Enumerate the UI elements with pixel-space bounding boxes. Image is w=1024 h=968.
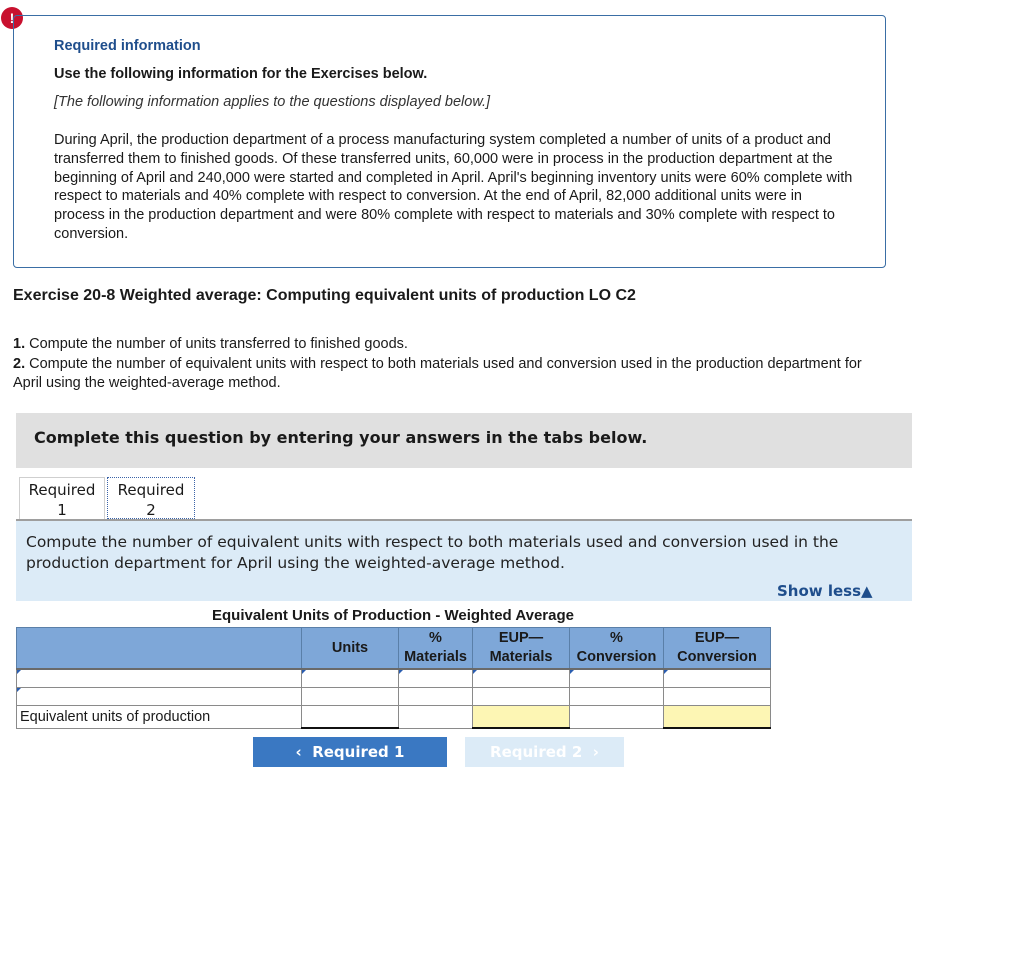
row2-eup-materials-input[interactable] <box>473 688 570 706</box>
question-2-text: Compute the number of equivalent units with respect to both materials used and conversion used in the production department for April using the weighted-average method. <box>13 356 862 391</box>
row2-eup-conversion-input[interactable] <box>664 688 771 706</box>
total-pct-conversion-cell <box>570 706 664 729</box>
header-blank <box>17 628 302 670</box>
total-label: Equivalent units of production <box>17 706 302 729</box>
question-1-number: 1. <box>13 336 26 352</box>
row1-eup-conversion-input[interactable] <box>664 669 771 688</box>
row1-eup-materials-input[interactable] <box>473 669 570 688</box>
total-eup-materials-cell[interactable] <box>473 706 570 729</box>
table-title: Equivalent Units of Production - Weighted Average <box>212 607 574 624</box>
chevron-right-icon: › <box>592 743 599 761</box>
row2-pct-materials-input[interactable] <box>399 688 473 706</box>
tab-required-1[interactable] <box>19 477 105 519</box>
table-row <box>17 688 771 706</box>
tab-required-1-line2: 1 <box>57 501 67 519</box>
required-information-box <box>13 15 886 268</box>
header-eup-conversion: EUP— Conversion <box>664 628 771 670</box>
row1-units-input[interactable] <box>302 669 399 688</box>
info-note: [The following information applies to the questions displayed below.] <box>54 94 491 110</box>
question-1-text: Compute the number of units transferred to finished goods. <box>25 336 408 352</box>
header-eup-materials: EUP— Materials <box>473 628 570 670</box>
exercise-title: Exercise 20-8 Weighted average: Computing equivalent units of production LO C2 <box>13 287 636 304</box>
total-row <box>17 706 771 729</box>
table-row <box>17 669 771 688</box>
question-1 <box>13 336 408 352</box>
row2-pct-conversion-input[interactable] <box>570 688 664 706</box>
row2-label-input[interactable] <box>17 688 302 706</box>
complete-banner-text: Complete this question by entering your answers in the tabs below. <box>34 428 648 447</box>
triangle-up-icon: ▲ <box>861 582 873 600</box>
info-body: During April, the production department of a process manufacturing system completed a number of units of a product and transferred them to finished goods. Of these transferred units, 60,000 were in process in the production department at the beginning of April and 240,000 were started and completed in April. April's beginning inventory units were 60% complete with respect to materials and 40% complete with respect to conversion. At the end of April, 82,000 additional units were in process in the production department and were 80% complete with respect to materials and 30% complete with respect to conversion. <box>54 132 853 242</box>
show-less-label: Show less <box>777 582 862 600</box>
alert-icon: ! <box>1 7 23 29</box>
eup-table <box>16 627 771 729</box>
prev-required-1-button[interactable] <box>253 737 447 767</box>
row1-pct-materials-input[interactable] <box>399 669 473 688</box>
info-title: Required information <box>54 38 201 54</box>
tab-required-1-line1: Required <box>28 481 96 499</box>
total-units-cell[interactable] <box>302 706 399 729</box>
table-header-row <box>17 628 771 670</box>
header-pct-materials: % Materials <box>399 628 473 670</box>
row1-label-input[interactable] <box>17 669 302 688</box>
total-eup-conversion-cell[interactable] <box>664 706 771 729</box>
instruction-text: Compute the number of equivalent units with respect to both materials used and conversion used in the production department for April using the weighted-average method. <box>26 533 839 572</box>
next-required-2-button <box>465 737 624 767</box>
question-2-number: 2. <box>13 356 26 372</box>
prev-button-label: Required 1 <box>312 743 405 761</box>
question-2 <box>13 355 893 393</box>
show-less-link[interactable] <box>777 582 873 600</box>
row1-pct-conversion-input[interactable] <box>570 669 664 688</box>
complete-banner <box>16 413 912 468</box>
info-subtitle: Use the following information for the Exercises below. <box>54 66 428 82</box>
total-pct-materials-cell <box>399 706 473 729</box>
tab-required-2-line1: Required <box>117 481 185 499</box>
next-button-label: Required 2 <box>490 743 583 761</box>
chevron-left-icon: ‹ <box>295 743 302 761</box>
row2-units-input[interactable] <box>302 688 399 706</box>
tab-required-2-line2: 2 <box>146 501 156 519</box>
header-units: Units <box>302 628 399 670</box>
header-pct-conversion: % Conversion <box>570 628 664 670</box>
tab-required-2[interactable] <box>107 477 195 519</box>
